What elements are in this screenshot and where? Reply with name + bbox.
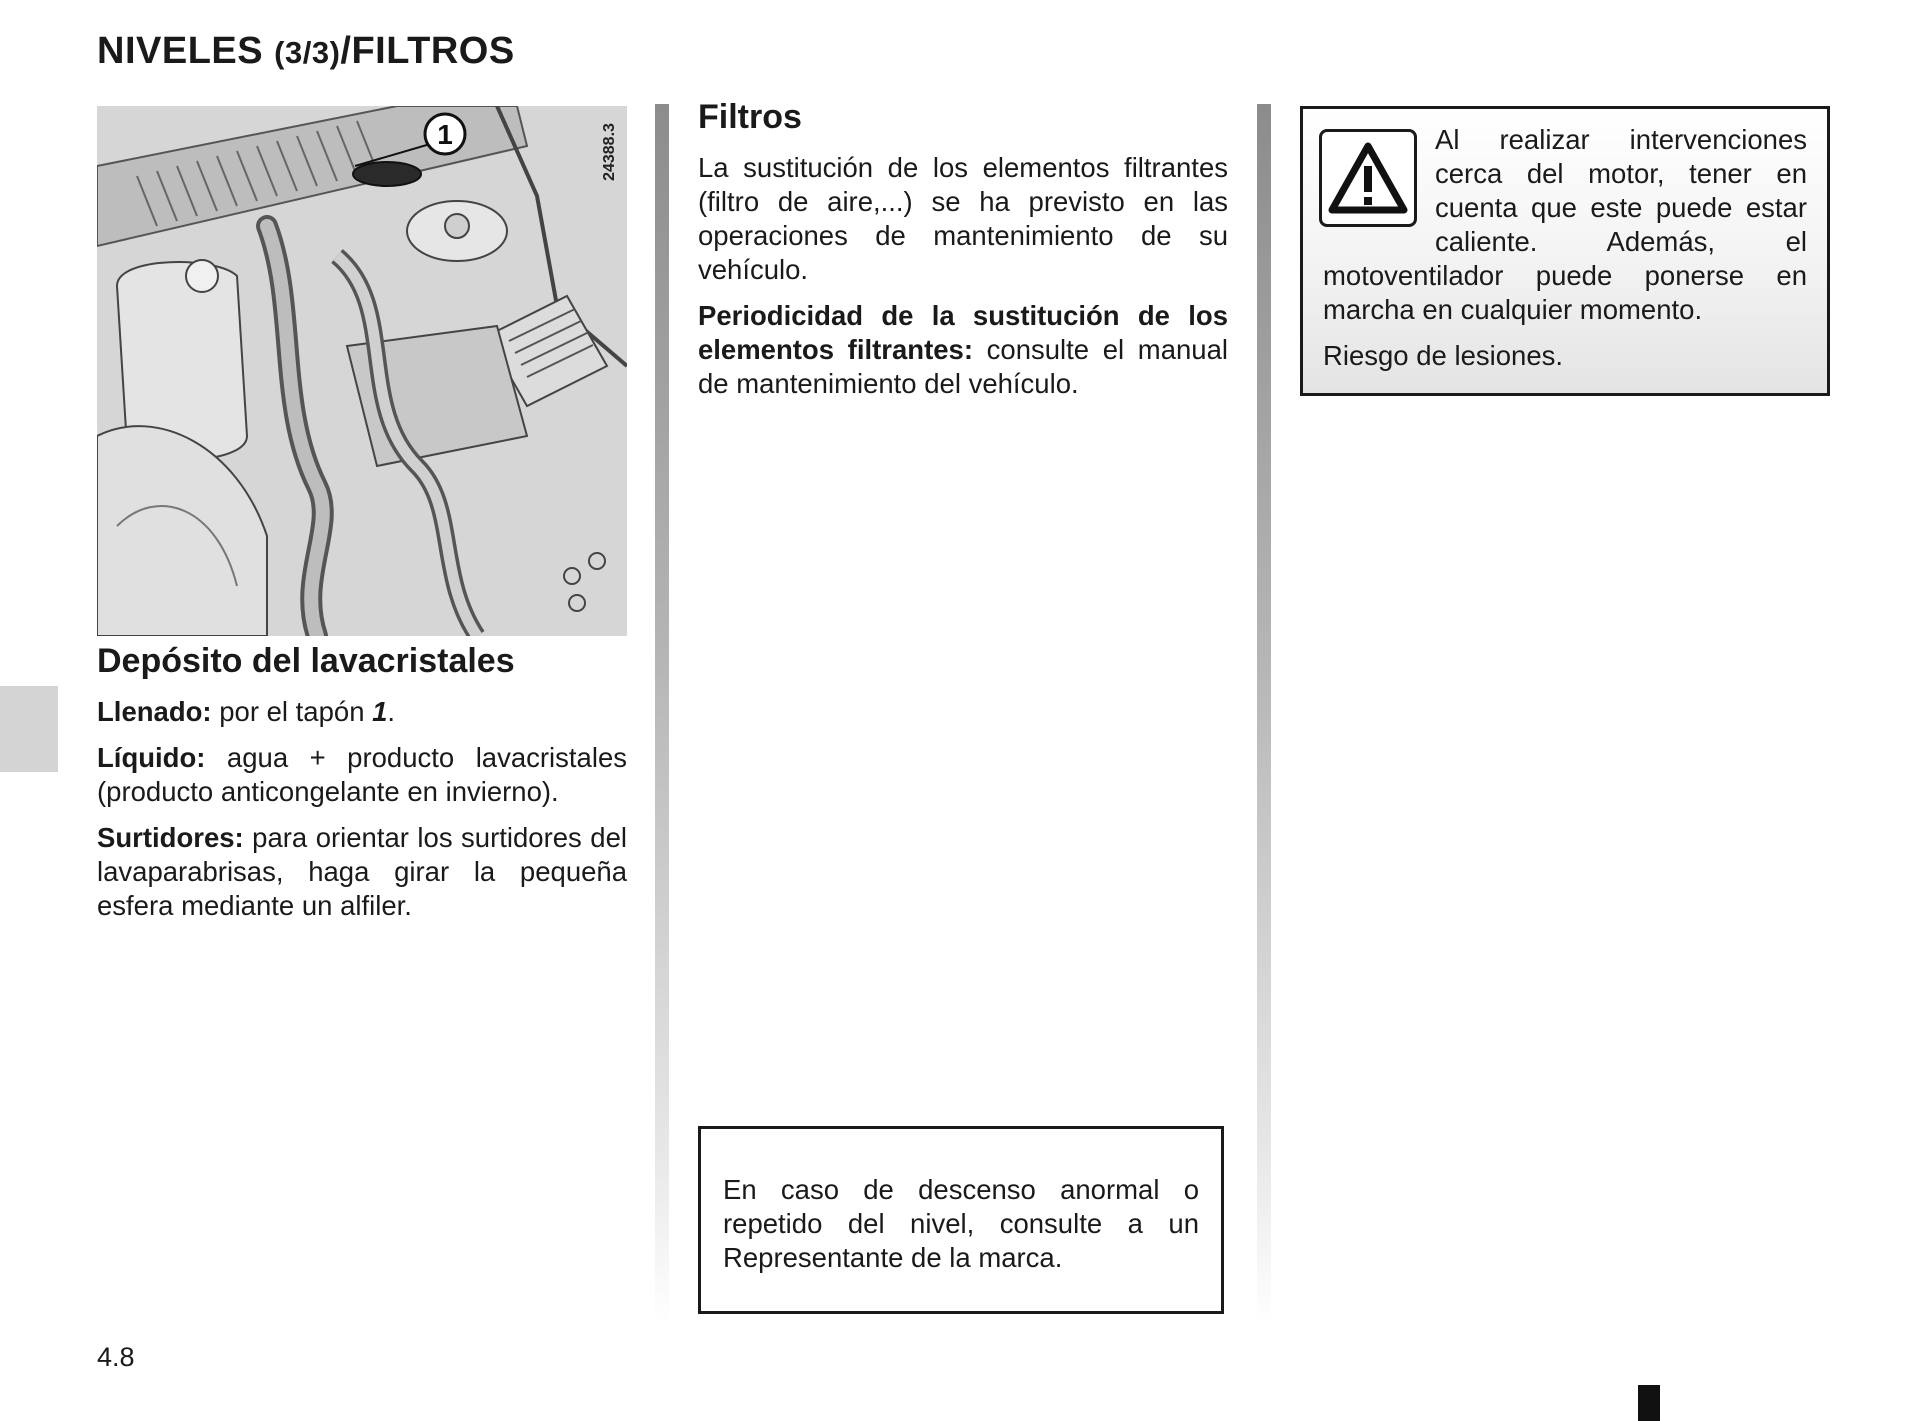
figure-reference: 24388.3 xyxy=(601,123,618,181)
jets-paragraph: Surtidores: para orientar los surtidores del lavaparabrisas, haga girar la pequeña esfera mediante un alfiler. xyxy=(97,821,627,921)
chapter-side-tab xyxy=(0,686,58,772)
column-separator xyxy=(1257,104,1271,1324)
page-number: 4.8 xyxy=(97,1342,135,1372)
warning-triangle-icon xyxy=(1319,129,1417,227)
warning-risk: Riesgo de lesiones. xyxy=(1323,340,1564,371)
callout-label: 1 xyxy=(437,119,453,150)
filters-intro: La sustitución de los elementos filtrantes (filtro de aire,...) se ha previsto en las operaciones de mantenimiento de su vehículo. xyxy=(698,151,1228,285)
filters-heading: Filtros xyxy=(698,98,802,136)
page-corner-mark xyxy=(1638,1385,1660,1421)
liquid-paragraph: Líquido: agua + producto lavacristales (producto anticongelante en invierno). xyxy=(97,741,627,807)
washer-section xyxy=(97,640,627,935)
filters-period: Periodicidad de la sustitución de los elementos filtrantes: consulte el manual de mantenimiento del vehículo. xyxy=(698,299,1228,399)
note-text: En caso de descenso anormal o repetido del nivel, consulte a un Representante de la marca. xyxy=(723,1174,1199,1273)
washer-heading: Depósito del lavacristales xyxy=(97,642,515,680)
column-separator xyxy=(655,104,669,1324)
engine-bay-illustration xyxy=(97,106,627,636)
warning-box xyxy=(1300,106,1830,396)
level-note-box xyxy=(698,1126,1224,1314)
fill-paragraph: Llenado: por el tapón 1. xyxy=(97,695,396,727)
page-title: NIVELES (3/3)/FILTROS xyxy=(97,30,515,72)
filters-section xyxy=(698,96,1228,413)
warning-text: Al realizar intervenciones cerca del motor, tener en cuenta que este puede estar caliente. Además, el motoventilador puede ponerse en marcha en cualquier momento. xyxy=(1323,124,1807,325)
